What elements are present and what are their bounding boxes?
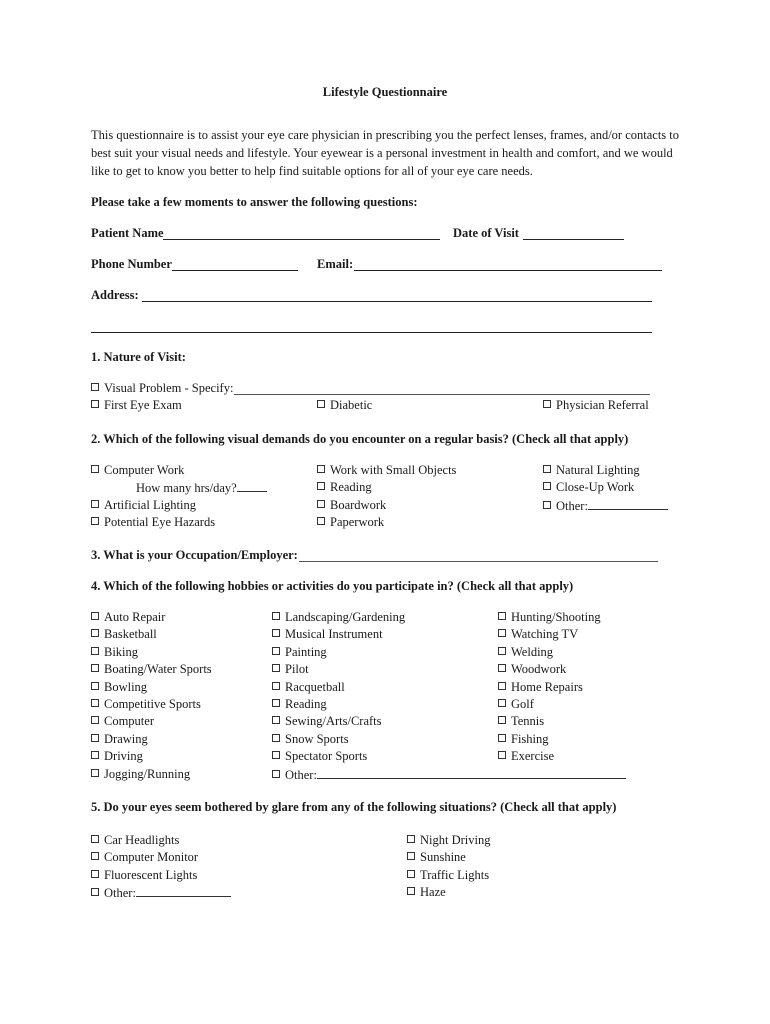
q2-heading: 2. Which of the following visual demands do you encounter on a regular basis? (Check all that apply) (91, 432, 629, 446)
option-label: Other: (285, 767, 317, 782)
option-label: Boating/Water Sports (104, 662, 212, 677)
q4-heading: 4. Which of the following hobbies or activities do you participate in? (Check all that apply) (91, 579, 574, 593)
option-label: Fishing (511, 731, 549, 746)
other-specify-field[interactable] (317, 767, 626, 779)
landscaping-gardening-option[interactable] (272, 610, 405, 625)
option-label: Watching TV (511, 627, 579, 642)
checkbox-icon[interactable] (317, 517, 325, 525)
checkbox-icon[interactable] (272, 664, 280, 672)
checkbox-icon[interactable] (498, 682, 506, 690)
visual-problem-option[interactable] (91, 381, 233, 396)
natural-lighting-option[interactable] (543, 463, 640, 478)
watching-tv-option[interactable] (498, 627, 578, 642)
hours-per-day-field[interactable] (136, 480, 267, 496)
checkbox-icon[interactable] (272, 682, 280, 690)
hours-blank[interactable] (237, 480, 267, 492)
q3-heading: 3. What is your Occupation/Employer: (91, 548, 298, 562)
occupation-field[interactable] (299, 561, 658, 562)
other-specify-field[interactable] (136, 885, 231, 897)
artificial-lighting-option[interactable] (91, 498, 196, 513)
option-label: Jogging/Running (104, 766, 191, 781)
checkbox-icon[interactable] (272, 629, 280, 637)
option-label: Golf (511, 697, 534, 711)
option-label: Welding (511, 644, 554, 659)
option-label: Paperwork (330, 515, 385, 530)
drawing-option[interactable] (91, 732, 148, 747)
biking-option[interactable] (91, 645, 138, 660)
page-title: Lifestyle Questionnaire (322, 85, 448, 99)
other-option[interactable] (543, 498, 668, 514)
option-label: Computer Work (104, 463, 185, 477)
checkbox-icon[interactable] (407, 887, 415, 895)
option-label: Reading (330, 480, 372, 495)
option-label: Bowling (104, 679, 148, 694)
checkbox-icon[interactable] (91, 870, 99, 878)
sunshine-option[interactable] (407, 850, 466, 865)
option-label: Basketball (104, 627, 157, 642)
checkbox-icon[interactable] (91, 769, 99, 777)
visual-problem-specify-field[interactable] (234, 394, 650, 395)
reading-option[interactable] (272, 697, 327, 712)
email-label: Email: (317, 257, 354, 271)
checkbox-icon[interactable] (272, 612, 280, 620)
checkbox-icon[interactable] (91, 835, 99, 843)
option-label: Sunshine (420, 850, 466, 865)
hours-per-day-label: How many hrs/day? (136, 481, 237, 496)
address-field-line2[interactable] (91, 332, 652, 333)
checkbox-icon[interactable] (272, 751, 280, 759)
option-label: Boardwork (330, 497, 387, 512)
option-label: Hunting/Shooting (511, 610, 601, 624)
address-field-line1[interactable] (142, 301, 652, 302)
reading-option[interactable] (317, 480, 372, 495)
option-label: Reading (285, 697, 327, 711)
first-eye-exam-option[interactable] (91, 398, 182, 413)
checkbox-icon[interactable] (407, 835, 415, 843)
option-label: Pilot (285, 662, 309, 677)
option-label: Work with Small Objects (330, 463, 457, 477)
checkbox-icon[interactable] (91, 500, 99, 508)
checkbox-icon[interactable] (498, 734, 506, 742)
checkbox-icon[interactable] (498, 664, 506, 672)
checkbox-icon[interactable] (91, 751, 99, 759)
other-option[interactable] (91, 885, 231, 901)
checkbox-icon[interactable] (91, 383, 99, 391)
traffic-lights-option[interactable] (407, 868, 489, 883)
pilot-option[interactable] (272, 662, 309, 677)
welding-option[interactable] (498, 645, 553, 660)
checkbox-icon[interactable] (498, 647, 506, 655)
sewing-arts-crafts-option[interactable] (272, 714, 382, 729)
diabetic-option[interactable] (317, 398, 372, 413)
physician-referral-option[interactable] (543, 398, 649, 413)
checkbox-icon[interactable] (407, 852, 415, 860)
phone-number-field[interactable] (172, 270, 298, 271)
option-label: Landscaping/Gardening (285, 610, 406, 624)
option-label: Woodwork (511, 662, 567, 677)
checkbox-icon[interactable] (543, 482, 551, 490)
auto-repair-option[interactable] (91, 610, 165, 625)
fluorescent-lights-option[interactable] (91, 868, 197, 883)
q5-heading: 5. Do your eyes seem bothered by glare from any of the following situations? (Check all that apply) (91, 800, 617, 814)
competitive-sports-option[interactable] (91, 697, 201, 712)
potential-eye-hazards-option[interactable] (91, 515, 215, 530)
spectator-sports-option[interactable] (272, 749, 367, 764)
q1-heading: 1. Nature of Visit: (91, 350, 186, 364)
checkbox-icon[interactable] (498, 612, 506, 620)
option-label: Traffic Lights (420, 867, 490, 882)
checkbox-icon[interactable] (543, 501, 551, 509)
patient-name-label: Patient Name (91, 226, 164, 240)
intro-paragraph: This questionnaire is to assist your eye care physician in prescribing you the perfect lenses, frames, and/or contacts to best suit your visual needs and lifestyle. Your eyewear is a personal investment in health and comfort, and we would like to get to know you better to help find suitable options for all of your eye care needs. (91, 128, 680, 178)
option-label: Car Headlights (104, 833, 180, 847)
option-label: Musical Instrument (285, 627, 383, 642)
boating-water-sports-option[interactable] (91, 662, 212, 677)
bowling-option[interactable] (91, 680, 147, 695)
driving-option[interactable] (91, 749, 143, 764)
email-field[interactable] (354, 270, 662, 271)
option-label: Diabetic (330, 398, 373, 412)
checkbox-icon[interactable] (272, 716, 280, 724)
checkbox-icon[interactable] (543, 465, 551, 473)
other-option[interactable] (272, 767, 626, 783)
checkbox-icon[interactable] (498, 751, 506, 759)
haze-option[interactable] (407, 885, 446, 900)
basketball-option[interactable] (91, 627, 157, 642)
computer-monitor-option[interactable] (91, 850, 198, 865)
checkbox-icon[interactable] (407, 870, 415, 878)
option-label: Natural Lighting (556, 463, 640, 477)
other-specify-field[interactable] (588, 498, 668, 510)
checkbox-icon[interactable] (317, 465, 325, 473)
option-label: Fluorescent Lights (104, 867, 198, 882)
snow-sports-option[interactable] (272, 732, 349, 747)
option-label: Auto Repair (104, 610, 166, 624)
close-up-work-option[interactable] (543, 480, 634, 495)
option-label: Artificial Lighting (104, 497, 196, 512)
option-label: Competitive Sports (104, 697, 201, 711)
option-label: Exercise (511, 749, 555, 764)
instructions-prompt: Please take a few moments to answer the following questions: (91, 195, 418, 209)
checkbox-icon[interactable] (317, 500, 325, 508)
checkbox-icon[interactable] (543, 400, 551, 408)
computer-option[interactable] (91, 714, 154, 729)
woodwork-option[interactable] (498, 662, 566, 677)
jogging-running-option[interactable] (91, 767, 190, 782)
musical-instrument-option[interactable] (272, 627, 383, 642)
option-label: Tennis (511, 714, 545, 729)
date-of-visit-field[interactable] (523, 239, 624, 240)
checkbox-icon[interactable] (91, 517, 99, 525)
checkbox-icon[interactable] (498, 699, 506, 707)
option-label: Biking (104, 644, 139, 659)
checkbox-icon[interactable] (91, 400, 99, 408)
option-label: Physician Referral (556, 398, 649, 412)
checkbox-icon[interactable] (272, 699, 280, 707)
option-label: Close-Up Work (556, 480, 635, 495)
option-label: Sewing/Arts/Crafts (285, 714, 382, 729)
checkbox-icon[interactable] (91, 699, 99, 707)
checkbox-icon[interactable] (317, 482, 325, 490)
option-label: Painting (285, 644, 327, 659)
patient-name-field[interactable] (163, 239, 440, 240)
checkbox-icon[interactable] (91, 682, 99, 690)
option-label: Driving (104, 749, 143, 764)
option-label: Other: (556, 498, 588, 513)
checkbox-icon[interactable] (91, 852, 99, 860)
option-label: Home Repairs (511, 679, 583, 694)
racquetball-option[interactable] (272, 680, 345, 695)
checkbox-icon[interactable] (91, 647, 99, 655)
checkbox-icon[interactable] (498, 716, 506, 724)
checkbox-icon[interactable] (272, 734, 280, 742)
date-of-visit-label: Date of Visit (453, 226, 519, 240)
tennis-option[interactable] (498, 714, 544, 729)
option-label: Haze (420, 885, 446, 900)
option-label: Potential Eye Hazards (104, 515, 216, 530)
option-label: Other: (104, 886, 136, 901)
computer-work-option[interactable] (91, 463, 184, 478)
checkbox-icon[interactable] (91, 734, 99, 742)
checkbox-icon[interactable] (91, 888, 99, 896)
fishing-option[interactable] (498, 732, 549, 747)
checkbox-icon[interactable] (91, 629, 99, 637)
checkbox-icon[interactable] (272, 770, 280, 778)
night-driving-option[interactable] (407, 833, 490, 848)
option-label: First Eye Exam (104, 398, 182, 412)
boardwork-option[interactable] (317, 498, 386, 513)
option-label: Computer Monitor (104, 850, 199, 865)
visual-problem-label: Visual Problem - Specify: (104, 381, 234, 395)
option-label: Computer (104, 714, 154, 729)
option-label: Snow Sports (285, 731, 349, 746)
checkbox-icon[interactable] (272, 647, 280, 655)
checkbox-icon[interactable] (91, 716, 99, 724)
phone-number-label: Phone Number (91, 257, 172, 271)
option-label: Racquetball (285, 679, 345, 694)
golf-option[interactable] (498, 697, 534, 712)
car-headlights-option[interactable] (91, 833, 179, 848)
address-label: Address: (91, 288, 139, 302)
exercise-option[interactable] (498, 749, 554, 764)
checkbox-icon[interactable] (91, 664, 99, 672)
option-label: Spectator Sports (285, 749, 368, 764)
home-repairs-option[interactable] (498, 680, 583, 695)
work-with-small-objects-option[interactable] (317, 463, 456, 478)
painting-option[interactable] (272, 645, 327, 660)
paperwork-option[interactable] (317, 515, 384, 530)
option-label: Drawing (104, 731, 148, 746)
option-label: Night Driving (420, 833, 491, 847)
hunting-shooting-option[interactable] (498, 610, 601, 625)
checkbox-icon[interactable] (317, 400, 325, 408)
checkbox-icon[interactable] (498, 629, 506, 637)
checkbox-icon[interactable] (91, 612, 99, 620)
checkbox-icon[interactable] (91, 465, 99, 473)
